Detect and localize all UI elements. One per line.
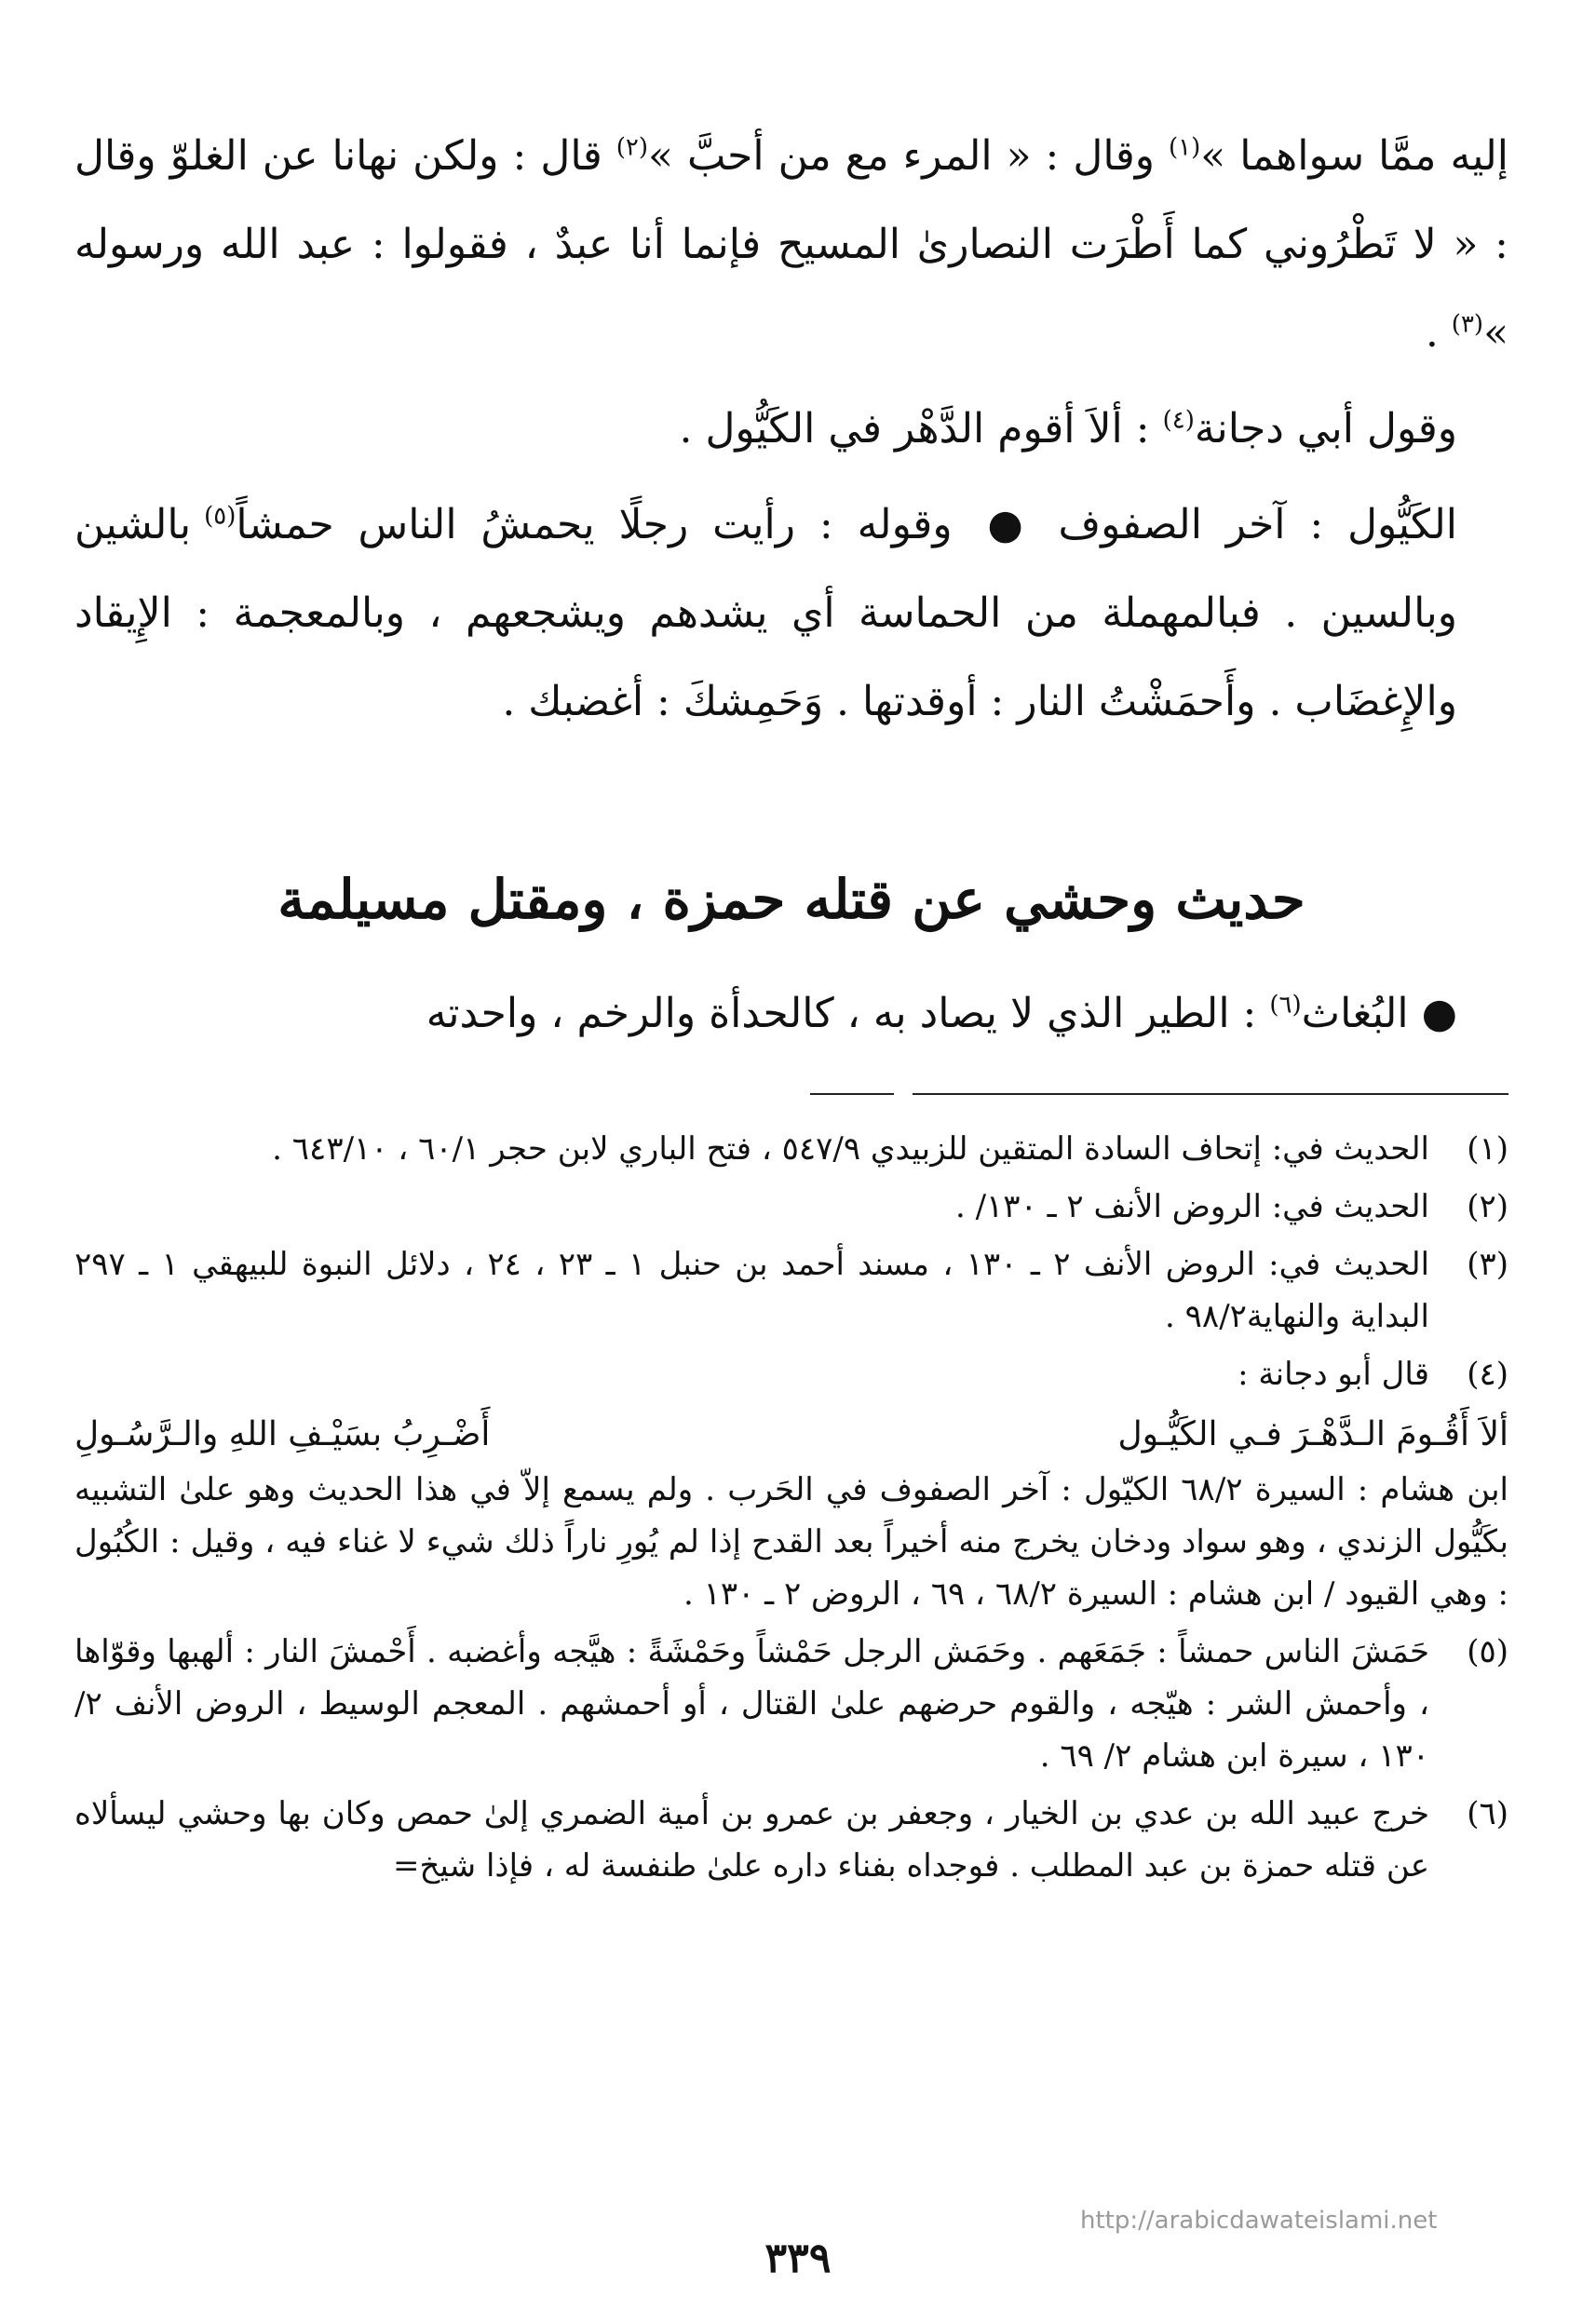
separator-line [913, 1093, 1508, 1095]
text-segment: الكَيُّول : آخر الصفوف [1034, 501, 1457, 548]
text-segment: وقال : « المرء مع من أحبَّ » [648, 132, 1170, 180]
footnote-number: (٥) [1467, 1633, 1508, 1670]
footnote-body [74, 1626, 1429, 1782]
main-text [74, 112, 1508, 746]
text-segment: بالشين وبالسين . فبالمهملة من الحماسة أي يشدهم ويشجعهم ، وبالمعجمة : الإِيقاد والإِغضَاب . وأَحمَشْتُ النار : أوقدتها . وَحَمِشكَ : أغضبك . [74, 501, 1457, 725]
bullet-icon: ● [976, 501, 1035, 548]
footnote-text: خرج عبيد الله بن عدي بن الخيار ، وجعفر بن عمرو بن أمية الضمري إلىٰ حمص وكان بها وحشي ليسألاه عن قتله حمزة بن عبد المطلب . فوجداه بفناء داره علىٰ طنفسة له ، فإذا شيخ= [74, 1795, 1429, 1885]
footnote-ref: (٦) [1269, 991, 1302, 1020]
footnote-text: قال أبو دجانة : [1238, 1356, 1429, 1393]
footnote-text: ابن هشام : السيرة ٦٨/٢ الكيّول : آخر الصفوف في الحَرب . ولم يسمع إلاّ في هذا الحديث وهو علىٰ التشبيه بكَيُّول الزندي ، وهو سواد ودخان يخرج منه أخيراً بعد القدح إذا لم يُورِ ناراً ذلك شيء لا غناء فيه ، وقيل : الكُبُول : وهي القيود / ابن هشام : السيرة ٦٨/٢ ، ٦٩ ، الروض ٢ ـ ١٣٠ . [74, 1471, 1509, 1613]
text-segment: : ألاَ أقوم الدَّهْر في الكَيُّول . [679, 405, 1163, 453]
page-number: ٣٣٩ [764, 2235, 832, 2282]
footnote-body [74, 1348, 1429, 1400]
footnote-3 [74, 1238, 1508, 1343]
footnote-2 [74, 1181, 1508, 1233]
footnote-text: الحديث في: الروض الأنف ٢ ـ ١٣٠/ . [954, 1188, 1429, 1225]
watermark-url: http://arabicdawateislami.net [1080, 2207, 1438, 2235]
footnote-body [74, 1238, 1429, 1343]
paragraph-2 [74, 385, 1508, 473]
footnote-ref: (١) [1169, 133, 1201, 162]
footnote-number: (١) [1467, 1130, 1508, 1168]
footnote-4 [74, 1348, 1508, 1400]
paragraph-1 [74, 112, 1508, 377]
poem-verse [74, 1406, 1508, 1464]
section-text [74, 969, 1508, 1058]
text-segment: . [1425, 309, 1452, 357]
footnotes [74, 1123, 1508, 1892]
footnote-ref: (٣) [1451, 310, 1484, 339]
bullet-icon: ● [1421, 990, 1457, 1037]
footnote-4-continued [74, 1464, 1508, 1620]
footnote-number: (٢) [1467, 1188, 1508, 1225]
footnote-6 [74, 1788, 1508, 1892]
footnote-separator [74, 1058, 1508, 1114]
text-segment: البُغاث [1301, 990, 1422, 1037]
text-segment: إليه ممَّا سواهما » [1200, 132, 1508, 180]
text-segment: : الطير الذي لا يصاد به ، كالحدأة والرخم ، واحدته [426, 990, 1270, 1037]
footnote-number: (٣) [1467, 1246, 1508, 1283]
text-segment: وقول أبي دجانة [1194, 405, 1457, 453]
text-segment: قال : ولكن نهانا عن الغلوّ وقال : « لا تَطْرُوني كما أَطْرَت النصارىٰ المسيح فإنما أنا عبدٌ ، فقولوا : عبد الله ورسوله » [74, 132, 1508, 357]
footnote-text: الحديث في: إتحاف السادة المتقين للزبيدي ٥٤٧/٩ ، فتح الباري لابن حجر ٦٠/١ ، ٦٤٣/١٠ . [272, 1130, 1429, 1168]
poem-hemistich-left: أَضْـرِبُ بسَيْـفِ اللهِ والـرَّسُـولِ [74, 1415, 491, 1453]
footnote-ref: (٥) [204, 502, 237, 531]
footnote-5 [74, 1626, 1508, 1782]
footnote-body [74, 1788, 1429, 1892]
footnote-number: (٤) [1467, 1356, 1508, 1393]
footnote-text: حَمَشَ الناس حمشاً : جَمَعَهم . وحَمَش الرجل حَمْشاً وحَمْشَةً : هيَّجه وأغضبه . أَحْمشَ النار : ألهبها وقوّاها ، وأحمش الشر : هيّجه ، والقوم حرضهم علىٰ القتال ، أو أحمشهم . المعجم الوسيط ، الروض الأنف ٢/ ١٣٠ ، سيرة ابن هشام ٢/ ٦٩ . [74, 1633, 1429, 1775]
separator-line-short [810, 1093, 894, 1095]
paragraph-bughath [74, 969, 1508, 1058]
footnote-body [74, 1181, 1429, 1233]
footnote-body [74, 1123, 1429, 1175]
section-heading: حديث وحشي عن قتله حمزة ، ومقتل مسيلمة [277, 868, 1305, 931]
footnote-number: (٦) [1467, 1795, 1508, 1832]
text-segment: وقوله : رأيت رجلًا يحمشُ الناس حمشاً [236, 501, 977, 548]
footnote-1 [74, 1123, 1508, 1175]
footnote-text: الحديث في: الروض الأنف ٢ ـ ١٣٠ ، مسند أحمد بن حنبل ١ ـ ٢٣ ، ٢٤ ، دلائل النبوة للبيهقي ١ ـ ٢٩٧ البداية والنهاية٩٨/٢ . [74, 1246, 1430, 1335]
poem-hemistich-right: ألاَ أَقُـومَ الـدَّهْـرَ فـي الكَيُّـول [1117, 1415, 1508, 1453]
footnote-ref: (٤) [1162, 406, 1195, 435]
footnote-ref: (٢) [615, 133, 649, 162]
paragraph-3 [74, 480, 1508, 746]
book-page [74, 112, 1508, 1898]
